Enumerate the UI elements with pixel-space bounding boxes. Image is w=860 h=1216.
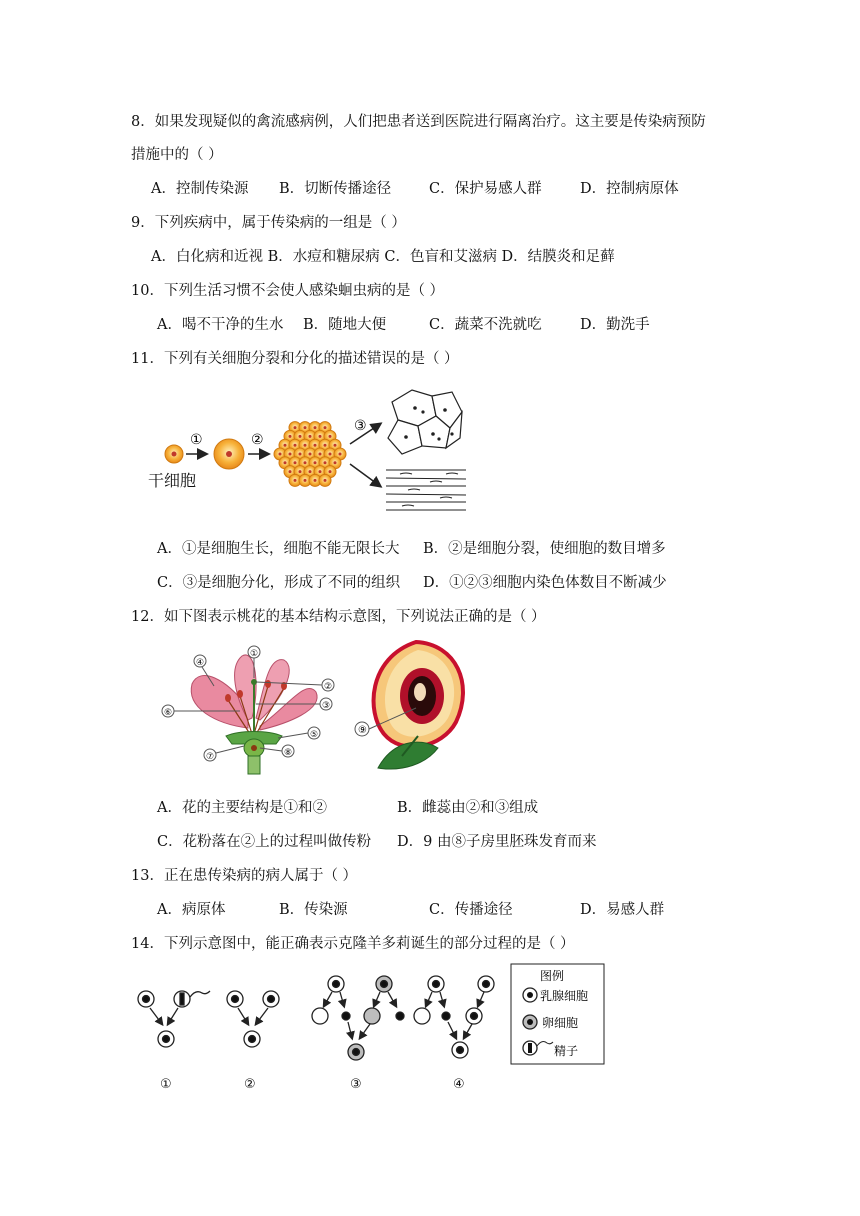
q12-option-d: D．9 由⑧子房里胚珠发育而来 [397,834,597,850]
q12-option-b: B．雌蕊由②和③组成 [397,800,539,816]
cluster-cell-nucleus [339,453,342,456]
cluster-cell-nucleus [279,453,282,456]
fig-mark-3: ③ [354,418,367,434]
cluster-cell-nucleus [309,453,312,456]
fig-mark-flower-3: ③ [322,701,331,711]
q8-option-d: D．控制病原体 [580,181,679,197]
q11-option-c: C．③是细胞分化，形成了不同的组织 [157,575,401,591]
q13-option-d: D．易感人群 [580,902,665,918]
fig-mark-2: ② [251,432,264,448]
q12-option-a: A．花的主要结构是①和② [157,800,327,816]
cluster-cell-nucleus [294,461,297,464]
cluster-cell-nucleus [284,444,287,447]
cluster-cell-nucleus [299,435,302,438]
cluster-cell-nucleus [289,453,292,456]
q8-stem-line1: 8．如果发现疑似的禽流感病例，人们把患者送到医院进行隔离治疗。这主要是传染病预防 [131,114,706,130]
q10-option-b: B．随地大便 [303,317,387,333]
cluster-cell-nucleus [304,479,307,482]
legend-egg-cell: 卵细胞 [542,1016,579,1030]
q11-option-d: D．①②③细胞内染色体数目不断减少 [423,575,667,591]
legend-sperm: 精子 [554,1044,579,1058]
cluster-cell-nucleus [314,461,317,464]
diagram-label-2: ② [244,1077,256,1092]
q11-option-a: A．①是细胞生长，细胞不能无限长大 [157,541,400,557]
q13-option-b: B．传染源 [279,902,348,918]
q10-option-d: D．勤洗手 [580,317,650,333]
cluster-cell-nucleus [304,461,307,464]
cluster-cell-nucleus [289,470,292,473]
cluster-cell-nucleus [314,426,317,429]
q13-option-c: C．传播途径 [429,902,513,918]
diagram-label-1: ① [160,1077,172,1092]
fig-mark-flower-2: ② [324,682,333,692]
cluster-cell-nucleus [319,435,322,438]
q12-option-c: C．花粉落在②上的过程叫做传粉 [157,834,372,850]
cell-division-figure [140,382,480,522]
fig-mark-flower-6: ⑥ [164,708,173,718]
fig-mark-flower-7: ⑦ [206,752,215,762]
cloning-diagrams [130,960,610,1096]
q10-option-c: C．蔬菜不洗就吃 [429,317,542,333]
diagram-label-3: ③ [350,1077,362,1092]
tissue-polygonal [388,390,462,454]
q13-option-a: A．病原体 [157,902,226,918]
cluster-cell-nucleus [294,426,297,429]
q12-stem: 12．如下图表示桃花的基本结构示意图，下列说法正确的是（ ） [131,609,546,625]
fig-mark-flower-4: ④ [196,658,205,668]
cluster-cell-nucleus [324,426,327,429]
fig-mark-flower-5: ⑤ [310,730,319,740]
cluster-cell-nucleus [314,444,317,447]
cluster-cell-nucleus [304,426,307,429]
cluster-cell-nucleus [324,444,327,447]
tissue-elongated [386,470,466,510]
q10-option-a: A．喝不干净的生水 [157,317,284,333]
stem-cell-label: 干细胞 [148,471,197,490]
cell-cluster [274,422,346,487]
cluster-cell-nucleus [329,453,332,456]
cluster-cell-nucleus [329,435,332,438]
cluster-cell-nucleus [299,453,302,456]
diagram-label-4: ④ [453,1077,465,1092]
fig-mark-flower-8: ⑧ [284,748,293,758]
legend-mammary-cell: 乳腺细胞 [540,989,589,1003]
q8-option-b: B．切断传播途径 [279,181,392,197]
legend-title: 图例 [540,969,565,983]
cluster-cell-nucleus [294,444,297,447]
fig-mark-flower-1: ① [250,649,259,659]
q13-stem: 13．正在患传染病的病人属于（ ） [131,868,358,884]
cluster-cell-nucleus [299,470,302,473]
q10-stem: 10．下列生活习惯不会使人感染蛔虫病的是（ ） [131,283,445,299]
q11-stem: 11．下列有关细胞分裂和分化的描述错误的是（ ） [131,351,459,367]
cluster-cell-nucleus [304,444,307,447]
q8-option-a: A．控制传染源 [151,181,249,197]
cluster-cell-nucleus [324,479,327,482]
fig-mark-fruit-9: ⑨ [358,725,367,736]
q8-stem-line2: 措施中的（ ） [131,147,223,163]
cluster-cell-nucleus [284,461,287,464]
cluster-cell-nucleus [329,470,332,473]
cluster-cell-nucleus [294,479,297,482]
legend [511,964,604,1064]
q14-stem: 14．下列示意图中，能正确表示克隆羊多莉诞生的部分过程的是（ ） [131,936,575,952]
q9-stem: 9．下列疾病中，属于传染病的一组是（ ） [131,215,406,231]
cluster-cell-nucleus [319,470,322,473]
q11-option-b: B．②是细胞分裂，使细胞的数目增多 [423,541,666,557]
cluster-cell-nucleus [334,461,337,464]
cluster-cell-nucleus [334,444,337,447]
q9-options: A．白化病和近视 B．水痘和糖尿病 C．色盲和艾滋病 D．结膜炎和足藓 [151,249,615,265]
cluster-cell-nucleus [309,470,312,473]
fig-mark-1: ① [190,432,203,448]
peach-flower-figure [156,638,476,782]
cluster-cell-nucleus [314,479,317,482]
cluster-cell-nucleus [289,435,292,438]
q8-option-c: C．保护易感人群 [429,181,542,197]
cluster-cell-nucleus [324,461,327,464]
cluster-cell-nucleus [309,435,312,438]
cluster-cell-nucleus [319,453,322,456]
